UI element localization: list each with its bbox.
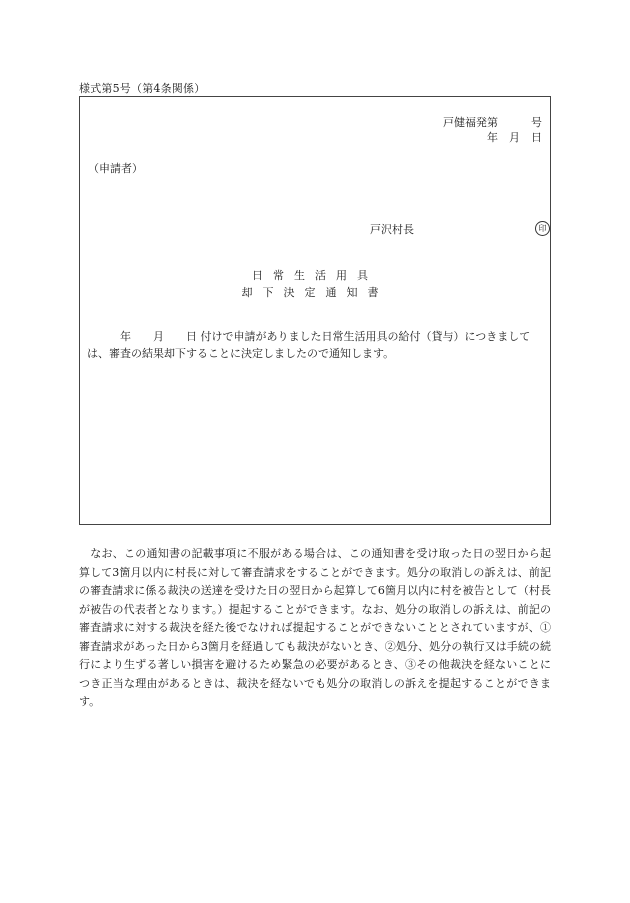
document-title-line2: 却下決定通知書 xyxy=(241,286,389,299)
issue-date: 年 月 日 xyxy=(487,131,542,144)
notice-frame xyxy=(79,96,551,525)
form-label: 様式第5号（第4条関係） xyxy=(79,82,206,95)
decision-text: 年 月 日 付けで申請がありました日常生活用具の給付（貸与）につきましては、審査の結果却下することに決定しましたので通知します。 xyxy=(87,330,531,360)
appeal-notice: なお、この通知書の記載事項に不服がある場合は、この通知書を受け取った日の翌日から起算して3箇月以内に村長に対して審査請求をすることができます。処分の取消しの訴えは、前記の審査請求に係る裁決の送達を受けた日の翌日から起算して6箇月以内に村を被告として（村長が被告の代表者となります。）提起することができます。なお、処分の取消しの訴えは、前記の審査請求に対する裁決を経た後でなければ提起することができないこととされていますが、①審査請求があった日から3箇月を経過しても裁決がないとき、②処分、処分の執行又は手続の続行により生ずる著しい損害を避けるため緊急の必要があるとき、③その他裁決を経ないことにつき正当な理由があるときは、裁決を経ないでも処分の取消しの訴えを提起することができます。 xyxy=(79,547,551,708)
applicant-label: （申請者） xyxy=(88,162,143,175)
issuer-name: 戸沢村長 xyxy=(370,223,414,236)
seal-stamp: 印 xyxy=(535,221,550,236)
document-title-line1: 日常生活用具 xyxy=(252,269,378,282)
reference-number: 戸健福発第 号 xyxy=(443,116,542,129)
